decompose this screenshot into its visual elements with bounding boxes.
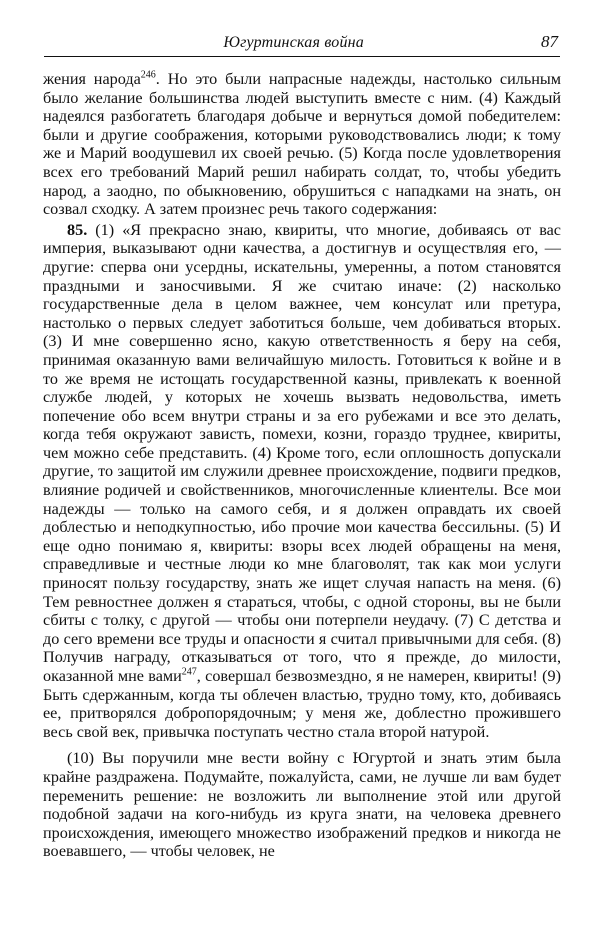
header-rule (44, 56, 560, 57)
paragraph-2-text-b: , совершал безвозмездно, я не намерен, квириты! (9) Быть сдержанным, когда ты облечен властью, трудно тому, кто, добиваясь ее, притворялся добропорядочным; у меня же, доблестно прожившего весь свой век, привычка поступать честно стала второй натурой. (43, 667, 561, 741)
section-number: 85. (67, 220, 88, 239)
paragraph-1 (43, 70, 561, 219)
paragraph-3-text: (10) Вы поручили мне вести войну с Югуртой и знать этим была крайне раздражена. Подумайте, пожалуйста, сами, не лучше ли вам будет переменить решение: не возложить ли выполнение этой или другой подобной задачи на кого-нибудь из круга знати, на человека древнего происхождения, имеющего множество изображений предков и никогда не воевавшего, — чтобы человек, не (43, 749, 561, 861)
page-header (44, 28, 560, 54)
paragraph-1-text-a: жения народа (43, 70, 141, 88)
page-body (43, 70, 561, 861)
footnote-ref-246: 246 (140, 69, 156, 81)
running-title: Югуртинская война (223, 34, 364, 51)
paragraph-1-text-b: . Но это были напрасные надежды, настолько сильным было желание большинства людей выступить вместе с ним. (4) Каждый надеялся разбогатеть благодаря добыче и вернуться домой победителем: были и другие соображения, которыми руководствовались люди; к тому же и Марий воодушевил их своей речью. (5) Когда после удовлетворения всех его требований Марий решил набирать солдат, то, чтобы убедить народ, а заодно, по обыкновению, обрушиться с нападками на знать, он созвал сходку. А затем произнес речь такого содержания: (43, 70, 562, 219)
page-number: 87 (541, 32, 558, 51)
paragraph-3 (43, 749, 561, 861)
paragraph-2 (43, 221, 561, 742)
paragraph-2-text-a: (1) «Я прекрасно знаю, квириты, что многие, добиваясь от вас империя, выказывают одни качества, а достигнув и осуществляя его, — другие: сперва они усердны, искательны, умеренны, а потом становятся праздными и заносчивыми. Я же считаю иначе: (2) насколько государственные дела в целом важнее, чем консулат или претура, настолько о первых следует заботиться больше, чем добиваться вторых. (3) И мне совершенно ясно, какую ответственность я беру на себя, принимая оказанную вами величайшую милость. Готовиться к войне и в то же время не истощать государственной казны, привлекать к военной службе людей, у которых не хочешь вызвать недовольства, иметь попечение обо всем внутри страны и за его рубежами и все это делать, когда тебя окружают зависть, помехи, козни, гораздо труднее, квириты, чем можно себе представить. (4) Кроме того, если оплошность допускали другие, то защитой им служили древнее происхождение, подвиги предков, влияние родичей и свойственников, многочисленные клиентелы. Все мои надежды — только на самого себя, и я должен оправдать их своей доблестью и неподкупностью, ибо прочие мои качества бессильны. (5) И еще одно понимаю я, квириты: взоры всех людей обращены на меня, справедливые и честные люди ко мне благоволят, так как мои услуги приносят пользу государству, знать же ищет случая напасть на меня. (6) Тем ревностнее должен я стараться, чтобы, с одной стороны, вы не были сбиты с толку, с другой — чтобы они потерпели неудачу. (7) С детства и до сего времени все труды и опасности я считал привычными для себя. (8) Получив награду, отказываться от того, что я прежде, до милости, оказанной мне вами (43, 220, 561, 685)
footnote-ref-247: 247 (181, 666, 197, 678)
